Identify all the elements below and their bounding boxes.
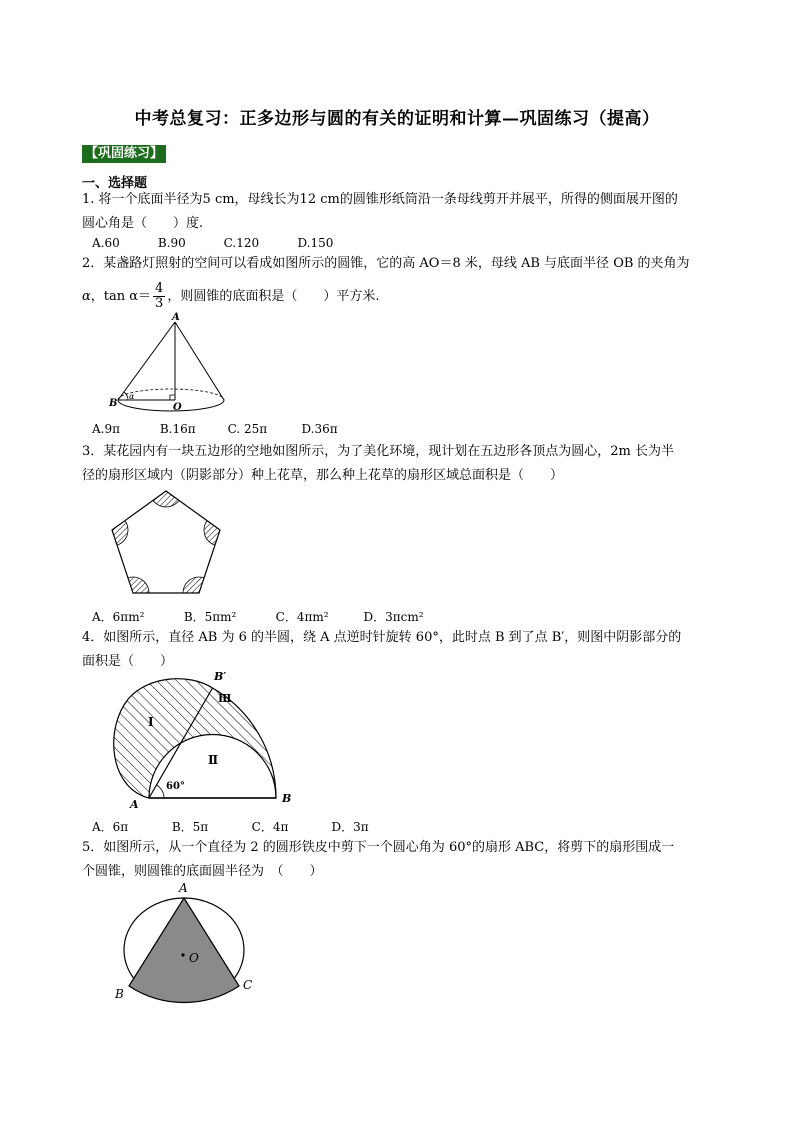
pentagon-figure: [106, 486, 226, 600]
fraction-numerator: 4: [155, 281, 164, 296]
cone-figure: [104, 312, 234, 416]
section-heading: 一、选择题: [82, 176, 148, 191]
question-4-line-2: 面积是（ ）: [82, 654, 174, 669]
question-5-line-1: 5．如图所示，从一个直径为 2 的圆形铁皮中剪下一个圆心角为 60°的扇形 ABC，将剪下的扇形围成一: [82, 840, 675, 855]
label-o: O: [189, 951, 199, 965]
label-c: C: [243, 978, 253, 992]
page-title: 中考总复习：正多边形与圆的有关的证明和计算—巩固练习（提高）: [134, 109, 660, 129]
label-region-3: Ⅲ: [218, 692, 232, 705]
label-b: B: [109, 398, 118, 409]
label-b-prime: B′: [214, 670, 227, 683]
option-a: A.9π: [92, 422, 121, 436]
option-a: A．6π: [92, 820, 129, 834]
question-2-options: [92, 422, 338, 436]
tan-prefix: ，tan α＝: [90, 289, 152, 304]
option-d: D.150: [297, 236, 334, 250]
rotated-semicircle-figure: [104, 668, 304, 808]
alpha-symbol: α: [82, 289, 91, 304]
label-alpha: α: [129, 392, 135, 401]
label-a: A: [172, 312, 180, 323]
question-3: [82, 440, 714, 488]
option-d: D.36π: [301, 422, 338, 436]
label-region-1: Ⅰ: [148, 715, 154, 729]
label-b: B: [115, 987, 124, 1001]
label-a: A: [179, 881, 188, 895]
option-b: B．5πm²: [183, 610, 237, 624]
question-1-options: [92, 236, 333, 250]
circle-sector-figure: [112, 876, 262, 1004]
option-a: A．6πm²: [92, 610, 145, 624]
question-3-options: [92, 608, 424, 625]
option-c: C．4π: [251, 820, 289, 834]
question-1: [82, 188, 714, 236]
question-1-line-2: 圆心角是（ ）度.: [82, 216, 204, 231]
option-b: B．5π: [171, 820, 209, 834]
option-d: D．3πcm²: [363, 610, 424, 624]
question-2-line-1: 2．某盏路灯照射的空间可以看成如图所示的圆锥，它的高 AO＝8 米，母线 AB 与底面半径 OB 的夹角为: [82, 256, 690, 271]
question-5-line-2: 个圆锥，则圆锥的底面圆半径为 （ ）: [82, 864, 323, 879]
fraction-denominator: 3: [155, 296, 164, 311]
tan-fraction: [153, 282, 165, 311]
question-3-line-1: 3．某花园内有一块五边形的空地如图所示，为了美化环境，现计划在五边形各顶点为圆心，2m 长为半: [82, 444, 675, 459]
option-d: D．3π: [331, 820, 369, 834]
label-o: O: [173, 402, 182, 413]
section-badge: 【巩固练习】: [82, 145, 166, 163]
question-2: [82, 252, 714, 311]
label-angle: 60°: [166, 781, 185, 792]
label-b: B: [282, 792, 292, 805]
option-b: B.16π: [159, 422, 196, 436]
question-4-options: [92, 818, 369, 835]
question-4-line-1: 4．如图所示，直径 AB 为 6 的半圆，绕 A 点逆时针旋转 60°，此时点 B 到了点 B′，则图中阴影部分的: [82, 630, 682, 645]
option-c: C.120: [223, 236, 260, 250]
option-b: B.90: [157, 236, 186, 250]
question-4: [82, 626, 714, 674]
label-region-2: Ⅱ: [208, 753, 219, 767]
option-a: A.60: [92, 236, 120, 250]
label-a: A: [130, 798, 139, 808]
question-3-line-2: 径的扇形区域内（阴影部分）种上花草，那么种上花草的扇形区域总面积是（ ）: [82, 468, 564, 483]
question-2-suffix: ，则圆锥的底面积是（ ）平方米.: [167, 289, 380, 304]
question-1-line-1: 1. 将一个底面半径为5 cm，母线长为12 cm的圆锥形纸筒沿一条母线剪开并展平，所得的侧面展开图的: [82, 192, 678, 207]
question-2-line-2: [82, 282, 714, 311]
option-c: C．4πm²: [275, 610, 329, 624]
option-c: C. 25π: [227, 422, 268, 436]
